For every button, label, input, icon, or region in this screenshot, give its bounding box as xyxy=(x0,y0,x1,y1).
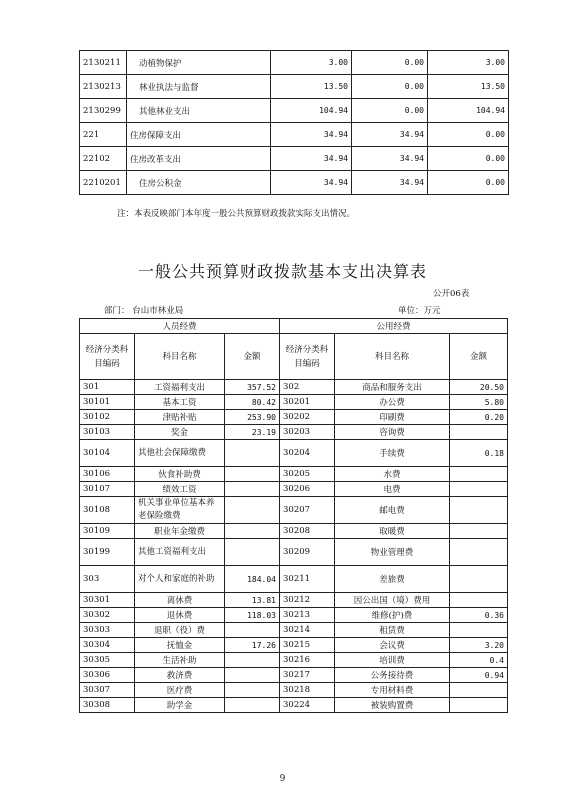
public-item-name: 物业管理费 xyxy=(335,539,450,566)
public-amount xyxy=(450,524,508,539)
personnel-item-name: 基本工资 xyxy=(135,395,225,410)
row-name: 住房公积金 xyxy=(127,171,271,195)
row-code: 2130299 xyxy=(80,99,127,123)
row-code: 22102 xyxy=(80,147,127,171)
public-amount xyxy=(450,623,508,638)
public-item-name: 电费 xyxy=(335,482,450,497)
public-code: 30207 xyxy=(280,497,335,524)
public-item-name: 咨询费 xyxy=(335,425,450,440)
personnel-item-name: 退休费 xyxy=(135,608,225,623)
public-item-name: 租赁费 xyxy=(335,623,450,638)
personnel-code: 30302 xyxy=(80,608,135,623)
personnel-item-name: 其他工资福利支出 xyxy=(135,539,225,566)
public-item-name: 因公出国（境）费用 xyxy=(335,593,450,608)
row-name: 住房保障支出 xyxy=(127,123,271,147)
row-value-total: 3.00 xyxy=(271,51,352,75)
row-value-total: 13.50 xyxy=(271,75,352,99)
row-value-total: 34.94 xyxy=(271,123,352,147)
personnel-item-name: 机关事业单位基本养老保险缴费 xyxy=(135,497,225,524)
public-amount xyxy=(450,497,508,524)
row-value-basic: 34.94 xyxy=(352,171,428,195)
public-code: 30203 xyxy=(280,425,335,440)
personnel-code: 303 xyxy=(80,566,135,593)
table-row xyxy=(80,653,508,668)
personnel-amount xyxy=(225,623,280,638)
table-row xyxy=(80,566,508,593)
personnel-amount xyxy=(225,467,280,482)
public-code: 30216 xyxy=(280,653,335,668)
table-note: 注：本表反映部门本年度一般公共预算财政拨款实际支出情况。 xyxy=(117,209,356,219)
table-row xyxy=(80,608,508,623)
table-row xyxy=(80,524,508,539)
public-code: 302 xyxy=(280,380,335,395)
personnel-code: 30102 xyxy=(80,410,135,425)
public-code: 30202 xyxy=(280,410,335,425)
basic-expenditure-table xyxy=(79,318,508,713)
public-amount: 0.4 xyxy=(450,653,508,668)
personnel-amount xyxy=(225,539,280,566)
personnel-code: 30109 xyxy=(80,524,135,539)
table-row xyxy=(80,623,508,638)
public-code: 30213 xyxy=(280,608,335,623)
personnel-item-name: 津贴补贴 xyxy=(135,410,225,425)
public-amount: 0.20 xyxy=(450,410,508,425)
personnel-item-name: 抚恤金 xyxy=(135,638,225,653)
public-code: 30206 xyxy=(280,482,335,497)
personnel-code: 30107 xyxy=(80,482,135,497)
row-value-total: 34.94 xyxy=(271,171,352,195)
personnel-code: 30104 xyxy=(80,440,135,467)
table-row xyxy=(80,147,509,171)
public-item-name: 手续费 xyxy=(335,440,450,467)
personnel-code: 30103 xyxy=(80,425,135,440)
row-name: 林业执法与监督 xyxy=(127,75,271,99)
personnel-amount: 13.81 xyxy=(225,593,280,608)
personnel-code: 30106 xyxy=(80,467,135,482)
public-item-name: 维修(护)费 xyxy=(335,608,450,623)
row-value-project: 3.00 xyxy=(428,51,509,75)
personnel-item-name: 医疗费 xyxy=(135,683,225,698)
personnel-amount xyxy=(225,482,280,497)
table-row xyxy=(80,539,508,566)
public-expense-header: 公用经费 xyxy=(280,319,508,334)
personnel-amount: 118.03 xyxy=(225,608,280,623)
personnel-amount: 23.19 xyxy=(225,425,280,440)
table-row xyxy=(80,440,508,467)
table-row xyxy=(80,668,508,683)
col-header-name: 科目名称 xyxy=(335,334,450,380)
public-amount: 0.36 xyxy=(450,608,508,623)
personnel-item-name: 退职（役）费 xyxy=(135,623,225,638)
personnel-code: 30199 xyxy=(80,539,135,566)
public-amount xyxy=(450,698,508,713)
table-row xyxy=(80,99,509,123)
public-item-name: 取暖费 xyxy=(335,524,450,539)
page-title: 一般公共预算财政拨款基本支出决算表 xyxy=(137,262,427,281)
table-row xyxy=(80,75,509,99)
table-row xyxy=(80,482,508,497)
public-code: 30212 xyxy=(280,593,335,608)
public-amount: 20.50 xyxy=(450,380,508,395)
row-code: 221 xyxy=(80,123,127,147)
table-row xyxy=(80,497,508,524)
public-code: 30218 xyxy=(280,683,335,698)
public-amount xyxy=(450,539,508,566)
personnel-item-name: 离休费 xyxy=(135,593,225,608)
top-expenditure-table xyxy=(79,50,509,195)
public-code: 30211 xyxy=(280,566,335,593)
table-row xyxy=(80,380,508,395)
row-name: 其他林业支出 xyxy=(127,99,271,123)
public-item-name: 公务接待费 xyxy=(335,668,450,683)
personnel-amount xyxy=(225,524,280,539)
public-amount: 0.94 xyxy=(450,668,508,683)
personnel-item-name: 生活补助 xyxy=(135,653,225,668)
personnel-code: 30304 xyxy=(80,638,135,653)
personnel-item-name: 工资福利支出 xyxy=(135,380,225,395)
table-row xyxy=(80,698,508,713)
table-row xyxy=(80,395,508,410)
table-row xyxy=(80,410,508,425)
public-amount: 5.80 xyxy=(450,395,508,410)
public-item-name: 专用材料费 xyxy=(335,683,450,698)
personnel-amount: 253.90 xyxy=(225,410,280,425)
row-value-basic: 0.00 xyxy=(352,99,428,123)
public-code: 30208 xyxy=(280,524,335,539)
personnel-expense-header: 人员经费 xyxy=(80,319,280,334)
personnel-code: 30101 xyxy=(80,395,135,410)
public-item-name: 办公费 xyxy=(335,395,450,410)
row-name: 住房改革支出 xyxy=(127,147,271,171)
table-row xyxy=(80,593,508,608)
personnel-code: 30305 xyxy=(80,653,135,668)
personnel-code: 30301 xyxy=(80,593,135,608)
personnel-item-name: 奖金 xyxy=(135,425,225,440)
table-row xyxy=(80,683,508,698)
personnel-amount xyxy=(225,440,280,467)
table-row xyxy=(80,123,509,147)
public-code: 30204 xyxy=(280,440,335,467)
personnel-amount: 184.04 xyxy=(225,566,280,593)
personnel-amount: 17.26 xyxy=(225,638,280,653)
personnel-code: 30108 xyxy=(80,497,135,524)
public-item-name: 会议费 xyxy=(335,638,450,653)
col-header-name: 科目名称 xyxy=(135,334,225,380)
col-header-amount: 金额 xyxy=(450,334,508,380)
row-value-total: 34.94 xyxy=(271,147,352,171)
row-value-basic: 34.94 xyxy=(352,147,428,171)
public-item-name: 印刷费 xyxy=(335,410,450,425)
public-item-name: 商品和服务支出 xyxy=(335,380,450,395)
row-code: 2210201 xyxy=(80,171,127,195)
row-value-project: 0.00 xyxy=(428,171,509,195)
public-amount xyxy=(450,683,508,698)
public-amount xyxy=(450,593,508,608)
form-number: 公开06表 xyxy=(433,289,470,299)
row-code: 2130211 xyxy=(80,51,127,75)
personnel-amount xyxy=(225,698,280,713)
personnel-item-name: 绩效工资 xyxy=(135,482,225,497)
personnel-code: 30308 xyxy=(80,698,135,713)
col-header-code: 经济分类科目编码 xyxy=(80,334,135,380)
public-item-name: 邮电费 xyxy=(335,497,450,524)
personnel-code: 30307 xyxy=(80,683,135,698)
row-value-basic: 34.94 xyxy=(352,123,428,147)
public-amount: 3.20 xyxy=(450,638,508,653)
personnel-amount xyxy=(225,668,280,683)
public-item-name: 差旅费 xyxy=(335,566,450,593)
public-code: 30205 xyxy=(280,467,335,482)
public-code: 30224 xyxy=(280,698,335,713)
personnel-amount xyxy=(225,653,280,668)
public-amount xyxy=(450,425,508,440)
personnel-item-name: 伙食补助费 xyxy=(135,467,225,482)
personnel-item-name: 职业年金缴费 xyxy=(135,524,225,539)
row-value-total: 104.94 xyxy=(271,99,352,123)
personnel-item-name: 救济费 xyxy=(135,668,225,683)
personnel-amount: 80.42 xyxy=(225,395,280,410)
personnel-code: 301 xyxy=(80,380,135,395)
public-code: 30201 xyxy=(280,395,335,410)
col-header-amount: 金额 xyxy=(225,334,280,380)
row-value-project: 0.00 xyxy=(428,123,509,147)
public-item-name: 培训费 xyxy=(335,653,450,668)
personnel-code: 30303 xyxy=(80,623,135,638)
row-value-basic: 0.00 xyxy=(352,75,428,99)
unit-label: 单位：万元 xyxy=(398,306,441,316)
page-number: 9 xyxy=(279,774,286,784)
public-amount xyxy=(450,482,508,497)
public-amount: 0.18 xyxy=(450,440,508,467)
public-amount xyxy=(450,566,508,593)
personnel-code: 30306 xyxy=(80,668,135,683)
public-code: 30209 xyxy=(280,539,335,566)
row-value-basic: 0.00 xyxy=(352,51,428,75)
personnel-amount xyxy=(225,497,280,524)
public-item-name: 水费 xyxy=(335,467,450,482)
table-row xyxy=(80,467,508,482)
table-row xyxy=(80,638,508,653)
public-item-name: 被装购置费 xyxy=(335,698,450,713)
row-value-project: 13.50 xyxy=(428,75,509,99)
personnel-amount: 357.52 xyxy=(225,380,280,395)
public-code: 30214 xyxy=(280,623,335,638)
row-value-project: 104.94 xyxy=(428,99,509,123)
department-label: 部门： 台山市林业局 xyxy=(104,306,184,316)
col-header-code: 经济分类科目编码 xyxy=(280,334,335,380)
row-code: 2130213 xyxy=(80,75,127,99)
personnel-item-name: 其他社会保障缴费 xyxy=(135,440,225,467)
table-row xyxy=(80,51,509,75)
public-code: 30215 xyxy=(280,638,335,653)
personnel-amount xyxy=(225,683,280,698)
public-amount xyxy=(450,467,508,482)
table-row xyxy=(80,425,508,440)
personnel-item-name: 对个人和家庭的补助 xyxy=(135,566,225,593)
public-code: 30217 xyxy=(280,668,335,683)
personnel-item-name: 助学金 xyxy=(135,698,225,713)
table-row xyxy=(80,171,509,195)
row-name: 动植物保护 xyxy=(127,51,271,75)
row-value-project: 0.00 xyxy=(428,147,509,171)
